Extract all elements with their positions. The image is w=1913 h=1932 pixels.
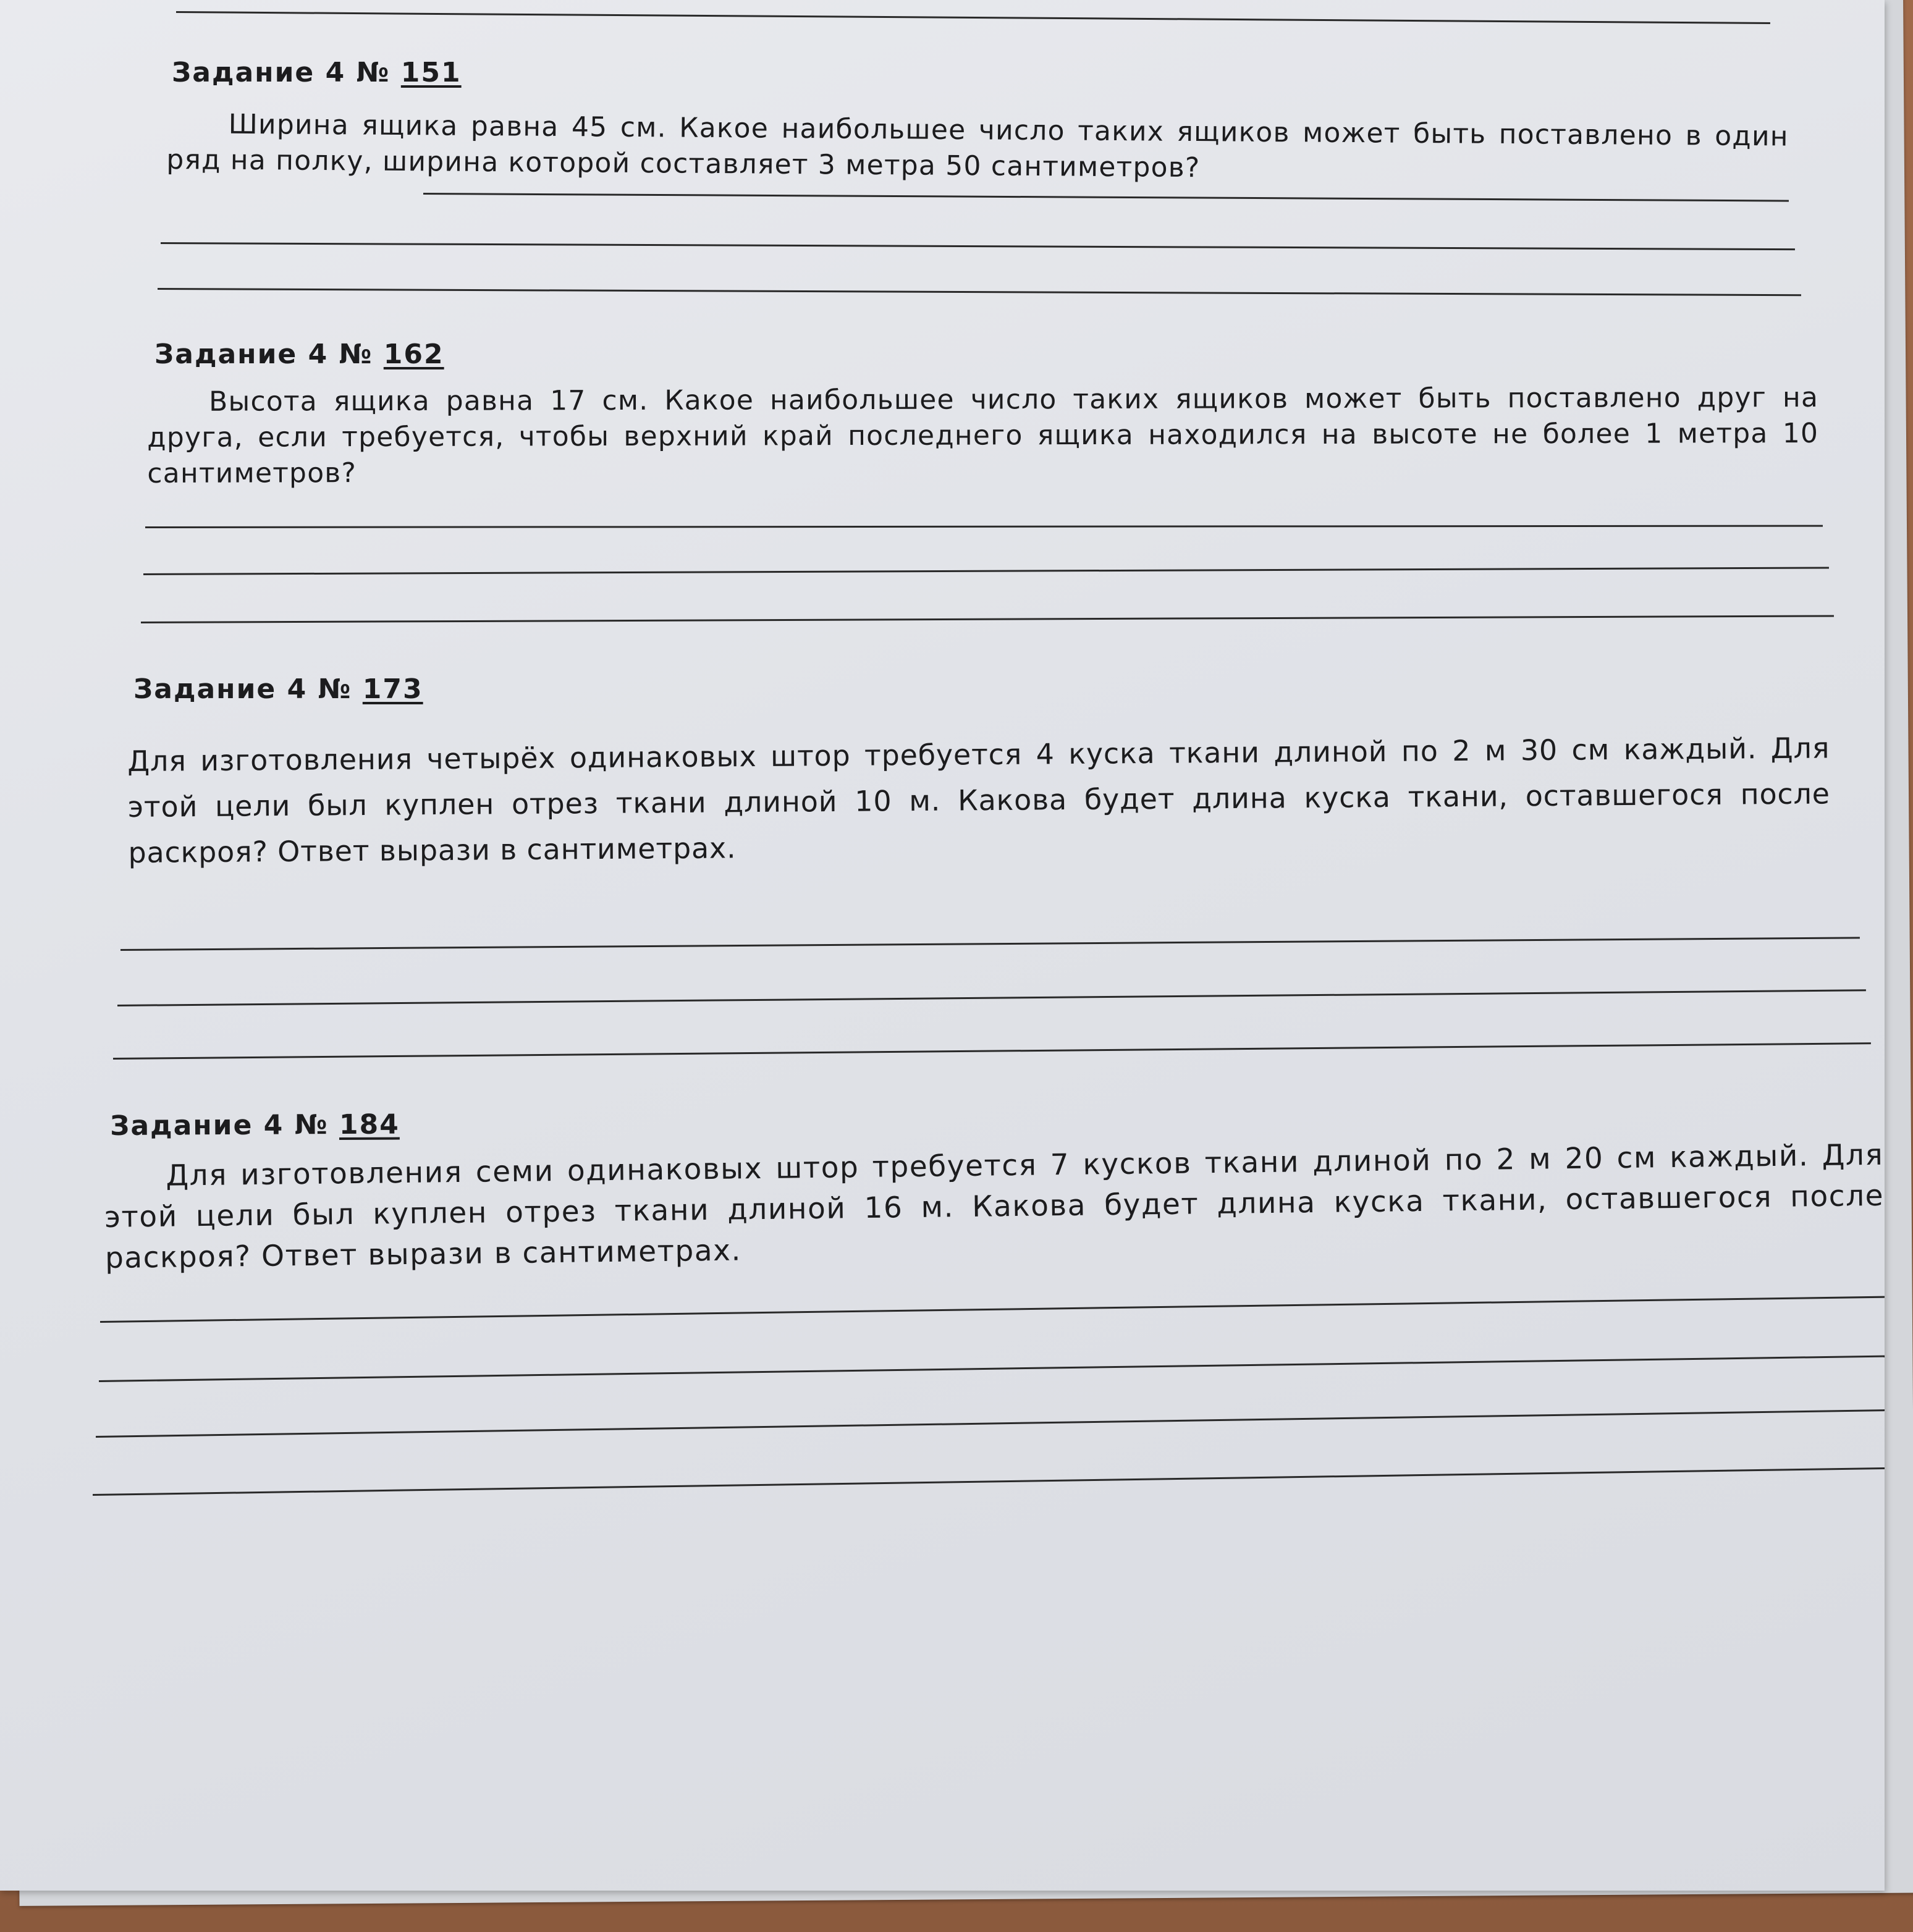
answer-line <box>99 1355 1885 1382</box>
task-number-link[interactable]: 173 <box>362 673 423 705</box>
task-number-link[interactable]: 184 <box>339 1108 400 1141</box>
task-label: Задание 4 № <box>172 57 391 88</box>
answer-line <box>176 11 1770 24</box>
answer-line <box>423 193 1789 202</box>
answer-line <box>161 242 1795 250</box>
task-label: Задание 4 № <box>133 673 352 705</box>
task-title <box>172 57 462 88</box>
task-label: Задание 4 № <box>110 1109 329 1142</box>
task-label: Задание 4 № <box>154 339 373 370</box>
task-number-link[interactable]: 151 <box>400 57 462 88</box>
answer-line <box>158 288 1801 296</box>
task-title <box>133 673 423 705</box>
answer-line <box>120 937 1860 951</box>
task-text: Высота ящика равна 17 см. Какое наибольшее число таких ящиков может быть поставлено друг на друга, если требуется, чтобы верхний край последнего ящика находился на высоте не более 1 метра 10 сантиметров? <box>147 381 1819 489</box>
answer-line <box>141 615 1834 623</box>
task-number-link[interactable]: 162 <box>383 339 444 370</box>
task-title <box>110 1109 400 1142</box>
answer-line <box>96 1409 1885 1438</box>
answer-line <box>145 525 1823 528</box>
answer-line <box>143 567 1829 575</box>
answer-line <box>93 1467 1885 1496</box>
answer-line <box>117 989 1866 1006</box>
answer-line <box>100 1296 1885 1323</box>
task-text: Для изготовления семи одинаковых штор требуется 7 кусков ткани длиной по 2 м 20 см каждый. Для этой цели был куплен отрез ткани длиной 16 м. Какова будет длина куска ткани, оставшегося после раскроя? Ответ вырази в сантиметрах. <box>104 1137 1885 1275</box>
task-text: Ширина ящика равна 45 см. Какое наибольшее число таких ящиков может быть поставлено в один ряд на полку, ширина которой составляет 3 метра 50 сантиметров? <box>166 108 1789 184</box>
answer-line <box>113 1042 1871 1060</box>
task-text: Для изготовления четырёх одинаковых штор требуется 4 куска ткани длиной по 2 м 30 см каждый. Для этой цели был куплен отрез ткани длиной 10 м. Какова будет длина куска ткани, оставшегося после раскроя? Ответ вырази в сантиметрах. <box>127 731 1830 869</box>
task-title <box>154 339 444 370</box>
